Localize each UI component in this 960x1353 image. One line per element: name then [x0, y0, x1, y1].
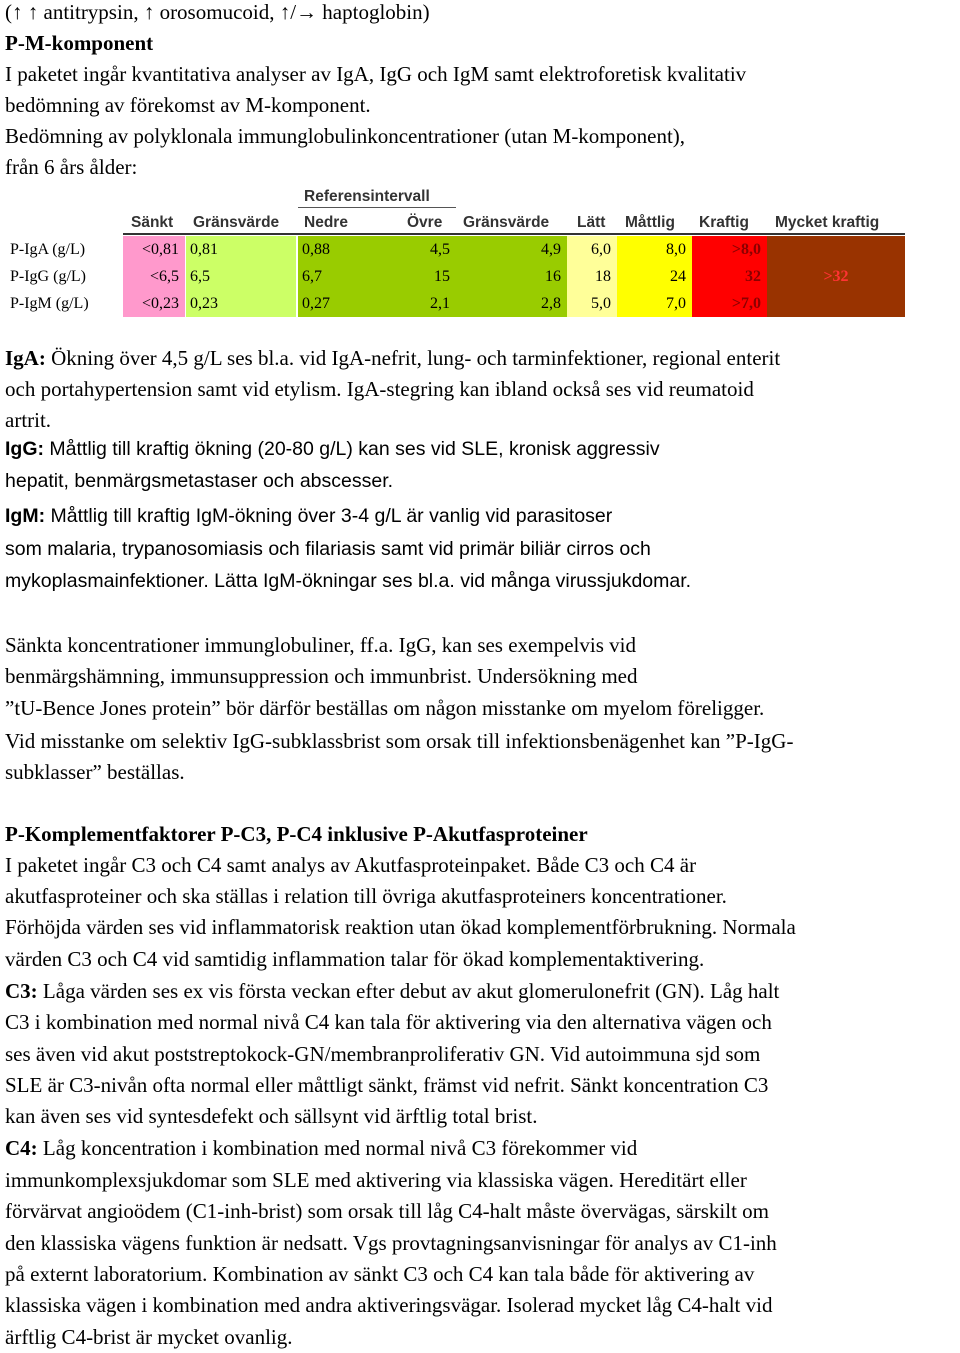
table-header-cell: Gränsvärde	[193, 214, 280, 231]
table-header-cell: Måttlig	[625, 214, 675, 231]
table-cell: 2,1	[378, 290, 456, 317]
table-header-cell: Övre	[407, 214, 443, 231]
table-header-cell: Sänkt	[131, 214, 174, 231]
iga-label: IgA:	[5, 346, 46, 370]
text-line: ses även vid akut poststreptokock-GN/membranproliferativ GN. Vid autoimmuna sjd som	[5, 1042, 761, 1066]
text-line: Vid misstanke om selektiv IgG-subklassbrist som orsak till infektionsbenägenhet kan ”P-IgG-	[5, 729, 794, 753]
c4-paragraph-line	[5, 1136, 637, 1160]
table-cell: 16	[456, 263, 567, 290]
table-cell: 4,9	[456, 236, 567, 263]
table-cell: 0,88	[298, 236, 378, 263]
igg-label: IgG:	[5, 438, 44, 460]
text-line: Sänkta koncentrationer immunglobuliner, ff.a. IgG, kan ses exempelvis vid	[5, 633, 636, 657]
mycket-kraftig-value: >32	[823, 268, 849, 285]
text-line: (↑ ↑ antitrypsin, ↑ orosomucoid, ↑/→ haptoglobin)	[5, 0, 430, 24]
text-line: från 6 års ålder:	[5, 155, 138, 179]
table-cell: 18	[567, 263, 617, 290]
igg-text: Måttlig till kraftig ökning (20-80 g/L) kan ses vid SLE, kronisk aggressiv	[44, 438, 660, 460]
text-line: SLE är C3-nivån ofta normal eller måttligt sänkt, främst vid nefrit. Sänkt koncentration C3	[5, 1073, 769, 1097]
table-cell: 6,5	[186, 263, 296, 290]
text-line: ärftlig C4-brist är mycket ovanlig.	[5, 1325, 293, 1349]
text-line: den klassiska vägens funktion är nedsatt. Vgs provtagningsanvisningar för analys av C1-inh	[5, 1231, 777, 1255]
igm-label: IgM:	[5, 505, 46, 527]
table-cell: >7,0	[692, 290, 767, 317]
table-cell: <0,23	[123, 290, 185, 317]
table-cell: 32	[692, 263, 767, 290]
section-heading-komplement: P-Komplementfaktorer P-C3, P-C4 inklusive P-Akutfasproteiner	[5, 822, 588, 846]
text-line: kan även ses vid syntesdefekt och sällsynt vid ärftlig total brist.	[5, 1104, 538, 1128]
c3-text: Låga värden ses ex vis första veckan efter debut av akut glomerulonefrit (GN). Låg halt	[37, 979, 780, 1003]
table-cell: 5,0	[567, 290, 617, 317]
table-cell: >8,0	[692, 236, 767, 263]
text-line: subklasser” beställas.	[5, 760, 185, 784]
table-row-label: P-IgG (g/L)	[10, 268, 86, 285]
text-line: klassiska vägen i kombination med andra aktiveringsvägar. Isolerad mycket låg C4-halt vid	[5, 1293, 773, 1317]
group-header-rule	[298, 207, 456, 208]
text-line: benmärgshämning, immunsuppression och immunbrist. Undersökning med	[5, 664, 638, 688]
text-line: I paketet ingår C3 och C4 samt analys av Akutfasproteinpaket. Både C3 och C4 är	[5, 853, 697, 877]
table-header-cell: Gränsvärde	[463, 214, 550, 231]
igg-paragraph-line	[5, 437, 660, 461]
group-header-referensintervall: Referensintervall	[304, 188, 430, 205]
table-row-label: P-IgM (g/L)	[10, 295, 89, 312]
iga-text: Ökning över 4,5 g/L ses bl.a. vid IgA-nefrit, lung- och tarminfektioner, regional enterit	[45, 346, 781, 370]
header-rule	[123, 233, 905, 235]
text-line: ”tU-Bence Jones protein” bör därför beställas om någon misstanke om myelom föreligger.	[5, 696, 765, 720]
text-line: immunkomplexsjukdomar som SLE med aktivering via klassiska vägen. Hereditärt eller	[5, 1168, 747, 1192]
text-line: hepatit, benmärgsmetastaser och abscesser.	[5, 470, 394, 492]
text-line: artrit.	[5, 408, 52, 432]
igm-paragraph-line	[5, 504, 612, 528]
table-cell: 24	[617, 263, 692, 290]
table-cell: 0,27	[298, 290, 378, 317]
table-header-cell: Nedre	[304, 214, 348, 231]
section-heading-m-komponent: P-M-komponent	[5, 31, 154, 55]
table-cell: 7,0	[617, 290, 692, 317]
table-cell: 6,0	[567, 236, 617, 263]
text-line: som malaria, trypanosomiasis och filariasis samt vid primär biliär cirros och	[5, 538, 651, 560]
igm-text: Måttlig till kraftig IgM-ökning över 3-4 g/L är vanlig vid parasitoser	[45, 505, 613, 527]
text-line: förvärvat angioödem (C1-inh-brist) som orsak till låg C4-halt måste övervägas, särskilt om	[5, 1199, 769, 1223]
c3-label: C3:	[5, 979, 38, 1003]
c4-label: C4:	[5, 1136, 38, 1160]
text-line: och portahypertension samt vid etylism. IgA-stegring kan ibland också ses vid reumatoid	[5, 377, 754, 401]
table-row-label: P-IgA (g/L)	[10, 241, 86, 258]
table-cell: <0,81	[123, 236, 185, 263]
text-line: Förhöjda värden ses vid inflammatorisk reaktion utan ökad komplementförbrukning. Normala	[5, 915, 796, 939]
text-line: akutfasproteiner och ska ställas i relation till övriga akutfasproteiners koncentrationer.	[5, 884, 727, 908]
text-line: Bedömning av polyklonala immunglobulinkoncentrationer (utan M-komponent),	[5, 124, 686, 148]
table-cell: 2,8	[456, 290, 567, 317]
table-cell: 15	[378, 263, 456, 290]
table-header-cell: Kraftig	[699, 214, 749, 231]
table-header-cell: Lätt	[577, 214, 606, 231]
text-line: värden C3 och C4 vid samtidig inflammation talar för ökad komplementaktivering.	[5, 947, 705, 971]
text-line: bedömning av förekomst av M-komponent.	[5, 93, 371, 117]
table-cell: 0,23	[186, 290, 296, 317]
table-cell: 0,81	[186, 236, 296, 263]
text-line: I paketet ingår kvantitativa analyser av IgA, IgG och IgM samt elektroforetisk kvalitativ	[5, 62, 747, 86]
text-line: mykoplasmainfektioner. Lätta IgM-ökningar ses bl.a. vid många virussjukdomar.	[5, 570, 692, 592]
table-header-cell: Mycket kraftig	[775, 214, 880, 231]
iga-paragraph-line	[5, 346, 780, 370]
table-cell: <6,5	[123, 263, 185, 290]
text-line: på externt laboratorium. Kombination av sänkt C3 och C4 kan tala både för aktivering av	[5, 1262, 755, 1286]
c4-text: Låg koncentration i kombination med normal nivå C3 förekommer vid	[37, 1136, 638, 1160]
c3-paragraph-line	[5, 979, 779, 1003]
table-cell: 8,0	[617, 236, 692, 263]
text-line: C3 i kombination med normal nivå C4 kan tala för aktivering via den alternativa vägen och	[5, 1010, 772, 1034]
table-cell: 6,7	[298, 263, 378, 290]
table-cell: 4,5	[378, 236, 456, 263]
